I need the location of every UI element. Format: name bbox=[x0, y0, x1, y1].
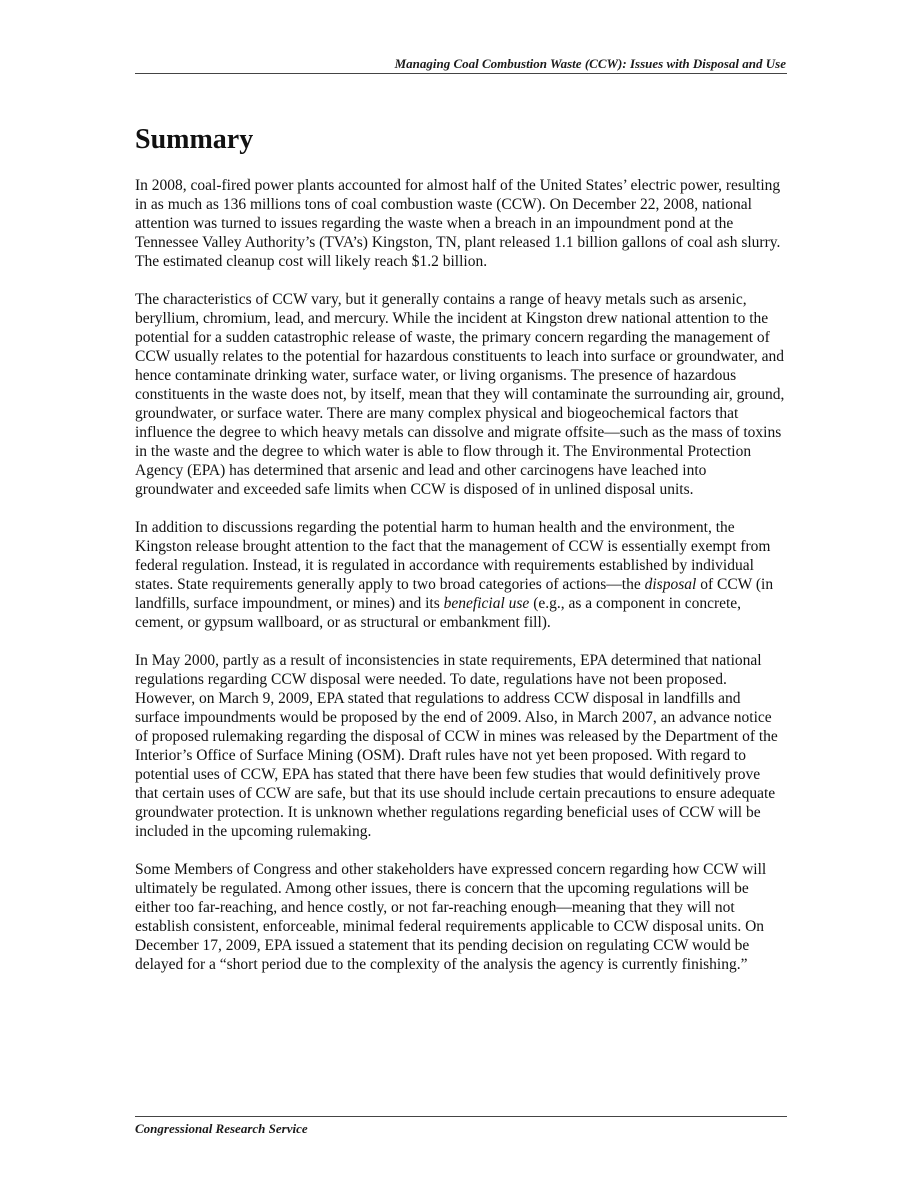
paragraph-3-emphasis-disposal: disposal bbox=[644, 576, 697, 593]
paragraph-3 bbox=[135, 518, 787, 632]
running-header: Managing Coal Combustion Waste (CCW): Issues with Disposal and Use bbox=[394, 56, 786, 71]
section-title: Summary bbox=[135, 124, 254, 155]
paragraph-4: In May 2000, partly as a result of inconsistencies in state requirements, EPA determined that national regulations regarding CCW disposal were needed. To date, regulations have not been proposed. However, on March 9, 2009, EPA stated that regulations to address CCW disposal in landfills and surface impoundments would be proposed by the end of 2009. Also, in March 2007, an advance notice of proposed rulemaking regarding the disposal of CCW in mines was released by the Department of the Interior’s Office of Surface Mining (OSM). Draft rules have not yet been proposed. With regard to potential uses of CCW, EPA has stated that there have been few studies that would definitively prove that certain uses of CCW are safe, but that its use should include certain precautions to ensure adequate groundwater protection. It is unknown whether regulations regarding beneficial uses of CCW will be included in the upcoming rulemaking. bbox=[135, 652, 778, 840]
summary-body bbox=[135, 176, 787, 993]
paragraph-3-text-a: In addition to discussions regarding the potential harm to human health and the environment, the Kingston release brought attention to the fact that the management of CCW is essentially exempt from federal regulation. Instead, it is regulated in accordance with requirements established by individual states. State requirements generally apply to two broad categories of actions—the bbox=[135, 519, 771, 593]
paragraph-3-text-b: of CCW (in landfills, surface impoundment, or mines) and its bbox=[135, 576, 774, 612]
paragraph-5: Some Members of Congress and other stakeholders have expressed concern regarding how CCW will ultimately be regulated. Among other issues, there is concern that the upcoming regulations will be either too far-reaching, and hence costly, or not far-reaching enough—meaning that they will not establish consistent, enforceable, minimal federal requirements applicable to CCW disposal units. On December 17, 2009, EPA issued a statement that its pending decision on regulating CCW would be delayed for a “short period due to the complexity of the analysis the agency is currently finishing.” bbox=[135, 861, 767, 973]
paragraph-2: The characteristics of CCW vary, but it generally contains a range of heavy metals such as arsenic, beryllium, chromium, lead, and mercury. While the incident at Kingston drew national attention to the potential for a sudden catastrophic release of waste, the primary concern regarding the management of CCW usually relates to the potential for hazardous constituents to leach into surface or groundwater, and hence contaminate drinking water, surface water, or living organisms. The presence of hazardous constituents in the waste does not, by itself, mean that they will contaminate the surrounding air, ground, groundwater, or surface water. There are many complex physical and biogeochemical factors that influence the degree to which heavy metals can dissolve and migrate offsite—such as the mass of toxins in the waste and the degree to which water is able to flow through it. The Environmental Protection Agency (EPA) has determined that arsenic and lead and other carcinogens have leached into groundwater and exceeded safe limits when CCW is disposed of in unlined disposal units. bbox=[135, 291, 785, 498]
paragraph-3-emphasis-beneficial-use: beneficial use bbox=[443, 595, 530, 612]
footer-divider bbox=[135, 1116, 787, 1117]
running-footer: Congressional Research Service bbox=[135, 1121, 308, 1136]
paragraph-3-text-c: (e.g., as a component in concrete, cement, or gypsum wallboard, or as structural or embankment fill). bbox=[135, 595, 742, 631]
header-divider bbox=[135, 73, 787, 74]
paragraph-1: In 2008, coal-fired power plants accounted for almost half of the United States’ electric power, resulting in as much as 136 millions tons of coal combustion waste (CCW). On December 22, 2008, national attention was turned to issues regarding the waste when a breach in an impoundment pond at the Tennessee Valley Authority’s (TVA’s) Kingston, TN, plant released 1.1 billion gallons of coal ash slurry. The estimated cleanup cost will likely reach $1.2 billion. bbox=[135, 177, 781, 270]
